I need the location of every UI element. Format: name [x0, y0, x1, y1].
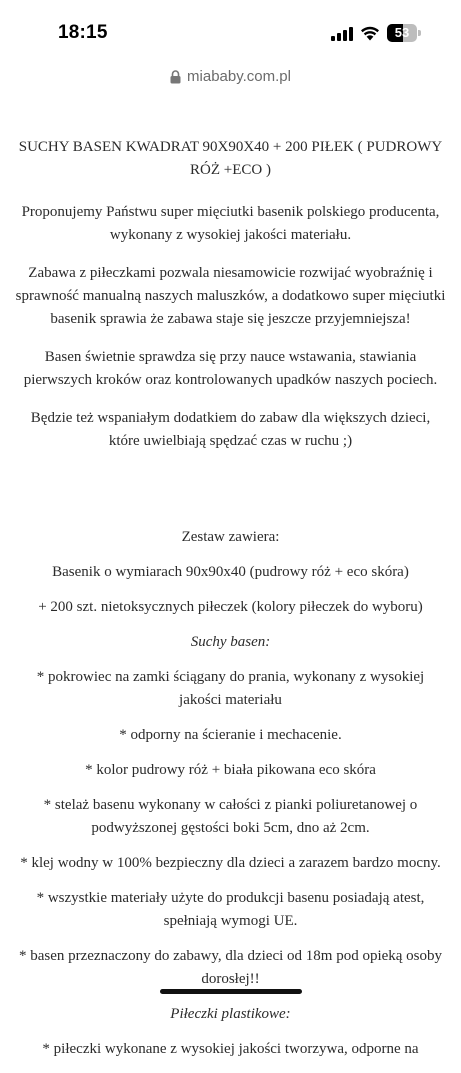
set-item: + 200 szt. nietoksycznych piłeczek (kolory piłeczek do wyboru): [38, 599, 423, 615]
pool-feature: * stelaż basenu wykonany w całości z pianki poliuretanowej o podwyższonej gęstości boki 5cm, dno aż 2cm.: [43, 797, 418, 836]
address-inner: [170, 68, 291, 85]
address-bar[interactable]: [0, 62, 461, 94]
pool-feature: * wszystkie materiały użyte do produkcji basenu posiadają atest, spełniają wymogi UE.: [36, 890, 425, 929]
home-indicator[interactable]: [160, 989, 302, 994]
status-time: 18:15: [58, 22, 108, 43]
balls-heading: Piłeczki plastikowe:: [170, 1006, 291, 1022]
pool-feature: * pokrowiec na zamki ściągany do prania, wykonany z wysokiej jakości materiału: [36, 669, 425, 708]
product-description: [14, 136, 447, 1073]
set-item: Basenik o wymiarach 90x90x40 (pudrowy róż + eco skóra): [52, 564, 409, 580]
product-title: SUCHY BASEN KWADRAT 90X90X40 + 200 PIŁEK ( PUDROWY RÓŻ +ECO ): [18, 139, 443, 178]
section-spacer: [14, 468, 447, 526]
pool-feature: * odporny na ścieranie i mechacenie.: [119, 727, 342, 743]
balls-feature: * piłeczki wykonane z wysokiej jakości tworzywa, odporne na: [42, 1041, 419, 1057]
wifi-icon: [360, 25, 380, 41]
set-heading: Zestaw zawiera:: [181, 529, 280, 545]
pool-feature: * klej wodny w 100% bezpieczny dla dzieci a zarazem bardzo mocny.: [20, 855, 441, 871]
status-bar: [0, 0, 461, 62]
battery-body: [387, 24, 417, 42]
description-paragraph: Będzie też wspaniałym dodatkiem do zabaw dla większych dzieci, które uwielbiają spędzać czas w ruchu ;): [30, 410, 431, 449]
cellular-signal-icon: [331, 27, 353, 41]
url-text: miababy.com.pl: [187, 68, 291, 85]
battery-indicator: [387, 24, 423, 42]
lock-icon: [170, 70, 181, 84]
pool-feature: * kolor pudrowy róż + biała pikowana eco skóra: [85, 762, 376, 778]
description-paragraph: Proponujemy Państwu super mięciutki basenik polskiego producenta, wykonany z wysokiej jakości materiału.: [21, 204, 440, 243]
pool-heading: Suchy basen:: [190, 634, 271, 650]
description-paragraph: Zabawa z piłeczkami pozwala niesamowicie rozwijać wyobraźnię i sprawność manualną naszych maluszków, a dodatkowo super mięciutki basenik sprawia że zabawa staje się jeszcze przyjemniejsza!: [15, 265, 446, 327]
battery-level: 53: [394, 25, 410, 40]
battery-cap: [418, 30, 421, 36]
description-paragraph: Basen świetnie sprawdza się przy nauce wstawania, stawiania pierwszych kroków oraz kontrolowanych upadków naszych pociech.: [23, 349, 438, 388]
pool-feature: * basen przeznaczony do zabawy, dla dzieci od 18m pod opieką osoby dorosłej!!: [18, 948, 443, 987]
